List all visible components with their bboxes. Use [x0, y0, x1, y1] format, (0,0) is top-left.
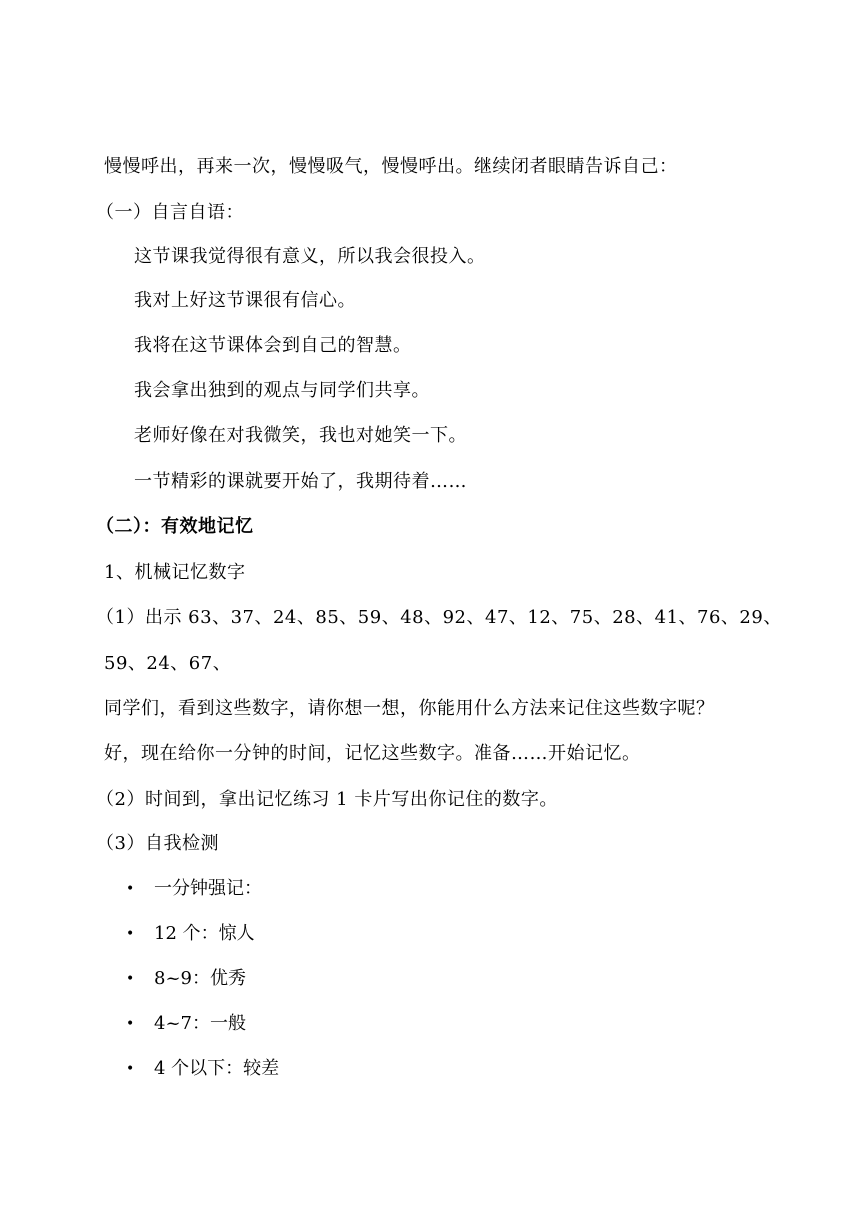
list-item-text: 8~9：优秀 — [154, 968, 246, 989]
self-talk-line: 老师好像在对我微笑，我也对她笑一下。 — [134, 425, 467, 446]
bullet-icon: • — [126, 1016, 135, 1032]
bullet-icon: • — [126, 881, 135, 897]
instruction-line: 好，现在给你一分钟的时间，记忆这些数字。准备……开始记忆。 — [104, 743, 641, 764]
list-item — [126, 876, 262, 902]
step1-numbers-line2: 59、24、67、 — [104, 653, 232, 674]
step3-line: （3）自我检测 — [96, 833, 219, 854]
step1-numbers-line1: （1）出示 63、37、24、85、59、48、92、47、12、75、28、41、76、29、 — [96, 607, 782, 628]
list-item-text: 4 个以下：较差 — [154, 1058, 280, 1079]
self-talk-line: 一节精彩的课就要开始了，我期待着…… — [134, 471, 467, 492]
section-heading-self-talk: （一）自言自语： — [96, 202, 244, 223]
list-item — [126, 921, 255, 947]
list-item-text: 12 个：惊人 — [154, 923, 255, 944]
list-item-text: 4~7：一般 — [154, 1013, 246, 1034]
self-talk-line: 这节课我觉得很有意义，所以我会很投入。 — [134, 246, 486, 267]
list-item — [126, 1011, 246, 1037]
question-line: 同学们，看到这些数字，请你想一想，你能用什么方法来记住这些数字呢？ — [104, 698, 715, 719]
paragraph-breathing: 慢慢呼出，再来一次，慢慢吸气，慢慢呼出。继续闭者眼睛告诉自己： — [104, 156, 678, 177]
item-title-mechanical-memory: 1、机械记忆数字 — [104, 562, 246, 583]
bullet-icon: • — [126, 971, 135, 987]
list-item-text: 一分钟强记： — [154, 878, 262, 899]
self-talk-line: 我会拿出独到的观点与同学们共享。 — [134, 380, 430, 401]
bullet-icon: • — [126, 926, 135, 942]
self-talk-line: 我将在这节课体会到自己的智慧。 — [134, 335, 412, 356]
step2-line: （2）时间到，拿出记忆练习 1 卡片写出你记住的数字。 — [96, 789, 558, 810]
list-item — [126, 966, 246, 992]
list-item — [126, 1056, 279, 1082]
self-talk-line: 我对上好这节课很有信心。 — [134, 290, 356, 311]
section-heading-memory: （二）：有效地记忆 — [96, 516, 254, 537]
bullet-icon: • — [126, 1061, 135, 1077]
